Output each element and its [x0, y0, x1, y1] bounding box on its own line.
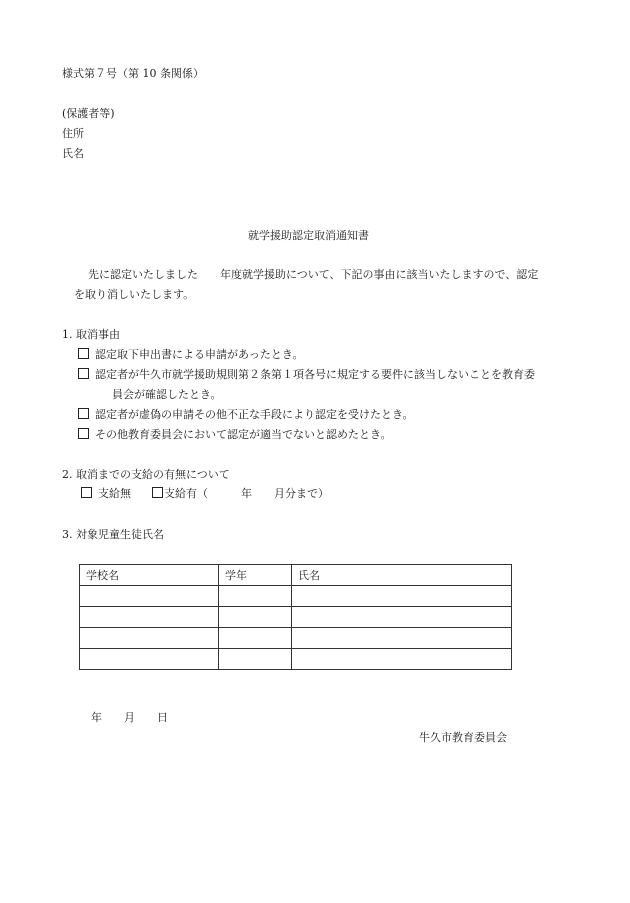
cell-grade[interactable]: [219, 607, 292, 628]
section2-heading: 2. 取消までの支給の有無について: [62, 468, 230, 481]
intro-line-2: を取り消しいたします。: [74, 288, 195, 301]
cell-name[interactable]: [292, 586, 512, 607]
col-name: 氏名: [292, 565, 512, 586]
students-table: [79, 564, 512, 670]
guardian-label: (保護者等): [62, 107, 115, 120]
checkbox[interactable]: [78, 408, 89, 419]
cell-school[interactable]: [80, 649, 219, 670]
checkbox[interactable]: [78, 428, 89, 439]
table-row: [80, 628, 512, 649]
cell-grade[interactable]: [219, 649, 292, 670]
cell-name[interactable]: [292, 628, 512, 649]
cell-school[interactable]: [80, 586, 219, 607]
cell-name[interactable]: [292, 607, 512, 628]
reason-item-2-continued: 員会が確認したとき。: [112, 388, 222, 401]
reason-text: 認定者が牛久市就学援助規則第２条第１項各号に規定する要件に該当しないことを教育委: [95, 368, 535, 381]
name-label: 氏名: [62, 147, 84, 160]
option-none-label: 支給無: [98, 487, 131, 500]
option-yes-label: 支給有（ 年 月分まで）: [164, 487, 329, 500]
reason-item-3: [78, 408, 414, 422]
reason-text: 認定者が虚偽の申請その他不正な手段により認定を受けたとき。: [95, 408, 414, 421]
cell-school[interactable]: [80, 607, 219, 628]
cell-grade[interactable]: [219, 586, 292, 607]
date-line: 年 月 日: [91, 711, 168, 724]
document-title: 就学援助認定取消通知書: [248, 229, 369, 242]
section1-heading: 1. 取消事由: [62, 328, 120, 341]
table-row: [80, 586, 512, 607]
checkbox-yes[interactable]: [152, 487, 163, 498]
issuer-name: 牛久市教育委員会: [419, 731, 507, 744]
col-grade: 学年: [219, 565, 292, 586]
section3-heading: 3. 対象児童生徒氏名: [62, 528, 164, 541]
checkbox[interactable]: [78, 348, 89, 359]
reason-text: その他教育委員会において認定が適当でないと認めたとき。: [95, 428, 392, 441]
intro-line-1: 先に認定いたしました 年度就学援助について、下記の事由に該当いたしますので、認定: [88, 268, 539, 281]
address-label: 住所: [62, 127, 84, 140]
checkbox[interactable]: [78, 368, 89, 379]
reason-item-4: [78, 428, 392, 442]
reason-item-2: [78, 368, 535, 382]
table-row: [80, 649, 512, 670]
cell-name[interactable]: [292, 649, 512, 670]
cell-grade[interactable]: [219, 628, 292, 649]
col-school: 学校名: [80, 565, 219, 586]
cell-school[interactable]: [80, 628, 219, 649]
reason-item-1: [78, 348, 303, 362]
reason-text: 認定取下申出書による申請があったとき。: [95, 348, 304, 361]
form-number: 様式第７号（第 10 条関係）: [62, 67, 204, 80]
table-header-row: [80, 565, 512, 586]
table-row: [80, 607, 512, 628]
payment-options: [81, 487, 329, 501]
checkbox-none[interactable]: [81, 487, 92, 498]
